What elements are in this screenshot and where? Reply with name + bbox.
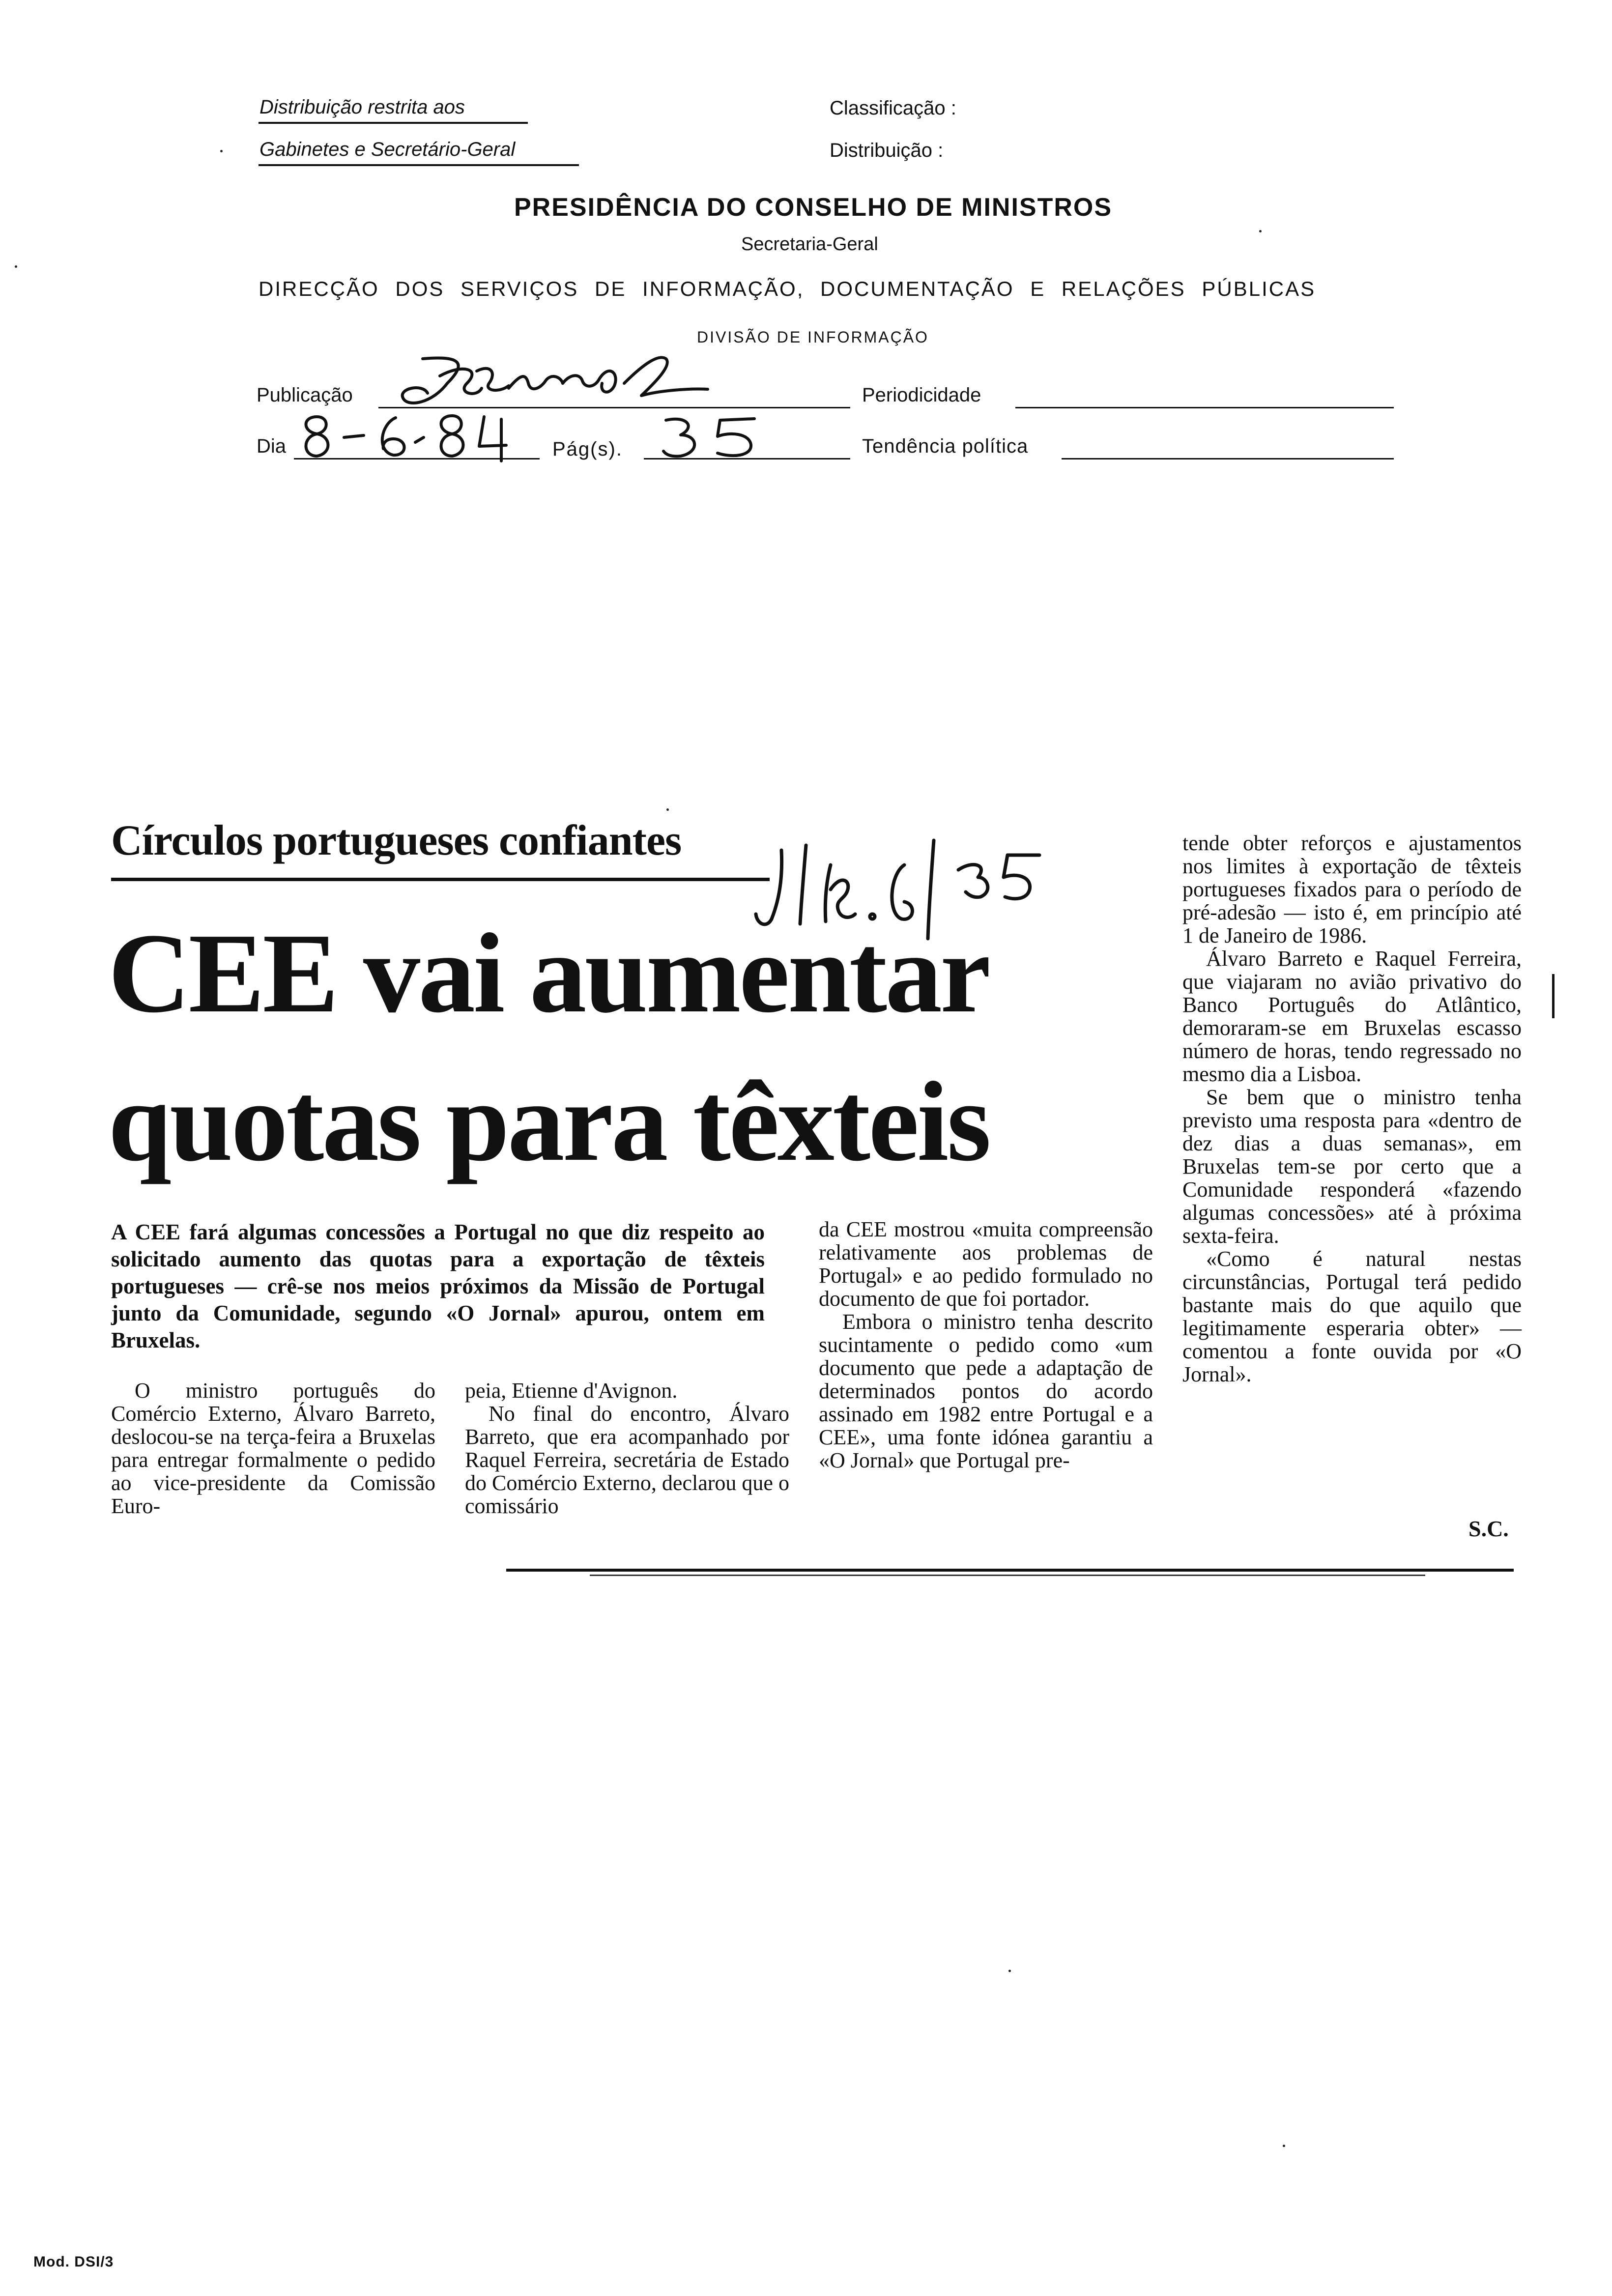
article-column-1: [111, 1379, 435, 1518]
column-2-paragraph-1: peia, Etienne d'Avignon.: [465, 1378, 678, 1403]
scan-speck: [666, 808, 669, 811]
pags-handwriting: [659, 413, 767, 462]
tendencia-line: [1062, 458, 1394, 459]
article-lead: A CEE fará algumas concessões a Portugal no que diz respeito ao solicitado aumento das quotas para a exportação de têxteis portugueses — crê-se nos meios próximos da Missão de Portugal junto da Comunidade, segundo «O Jornal» apurou, ontem em Bruxelas.: [111, 1220, 765, 1352]
distribuicao-label: Distribuição :: [830, 140, 944, 161]
column-4-paragraph-1: tende obter reforços e ajustamentos nos limites à exportação de têxteis portugueses fixados para o período de pré-adesão — isto é, em princípio até 1 de Janeiro de 1986.: [1182, 831, 1522, 947]
pags-label: Pág(s).: [552, 438, 623, 460]
article-column-2: [465, 1379, 789, 1518]
form-model-code: Mod. DSI/3: [33, 2254, 114, 2270]
distribution-underline-1: [259, 122, 528, 124]
tendencia-label: Tendência política: [862, 435, 1029, 457]
institution-title: PRESIDÊNCIA DO CONSELHO DE MINISTROS: [514, 193, 1113, 222]
division: DIVISÃO DE INFORMAÇÃO: [697, 328, 929, 346]
column-4-paragraph-4: «Como é natural nestas circunstâncias, Portugal terá pedido bastante mais do que aquilo que legitimamente esperaria obter» — comentou a fonte ouvida por «O Jornal».: [1182, 1247, 1522, 1386]
dia-handwriting: [295, 407, 550, 466]
dia-label: Dia: [257, 435, 287, 457]
article-bottom-rule-shadow: [590, 1575, 1425, 1576]
article-signature: S.C.: [1468, 1516, 1509, 1541]
publicacao-label: Publicação: [257, 384, 353, 406]
secretariat: Secretaria-Geral: [741, 234, 878, 255]
column-4-paragraph-2: Álvaro Barreto e Raquel Ferreira, que viajaram no avião privativo do Banco Português do Atlântico, demoraram-se em Bruxelas escasso número de horas, tendo regressado no mesmo dia a Lisboa.: [1182, 947, 1522, 1086]
article-bottom-rule: [506, 1569, 1514, 1572]
article-kicker: Círculos portugueses confiantes: [111, 817, 682, 864]
directorate: DIRECÇÃO DOS SERVIÇOS DE INFORMAÇÃO, DOCUMENTAÇÃO E RELAÇÕES PÚBLICAS: [259, 277, 1316, 300]
headline-line-1: CEE vai aumentar: [108, 910, 989, 1036]
headline-line-2: quotas para têxteis: [108, 1059, 989, 1185]
periodicidade-line: [1015, 407, 1394, 408]
column-4-paragraph-3: Se bem que o ministro tenha previsto uma resposta para «dentro de dez dias a duas semanas», em Bruxelas tem-se por certo que a Comunidade responderá «fazendo algumas concessões» até à próxima sexta-feira.: [1182, 1085, 1522, 1248]
distribution-underline-2: [259, 164, 579, 166]
distribution-line-2: Gabinetes e Secretário-Geral: [259, 139, 516, 160]
article-column-4: [1182, 832, 1522, 1386]
column-1-paragraph: O ministro português do Comércio Externo, Álvaro Barreto, deslocou-se na terça-feira a Bruxelas para entregar formalmente o pedido ao vice-presidente da Comissão Euro-: [111, 1378, 435, 1518]
scan-margin-mark: [1552, 974, 1554, 1018]
scan-speck: [1008, 1970, 1011, 1972]
article-column-3: [819, 1218, 1153, 1472]
classificacao-label: Classificação :: [830, 97, 956, 119]
scan-speck: [220, 150, 223, 152]
column-3-paragraph-2: Embora o ministro tenha descrito sucintamente o pedido como «um documento que pede a adaptação de determinados pontos do acordo assinado em 1982 entre Portugal e a CEE», uma fonte idónea garantiu a «O Jornal» que Portugal pre-: [819, 1310, 1153, 1472]
kicker-rule: [111, 878, 770, 881]
column-3-paragraph-1: da CEE mostrou «muita compreensão relativamente aos problemas de Portugal» e ao pedido formulado no documento de que foi portador.: [819, 1217, 1153, 1311]
column-2-paragraph-2: No final do encontro, Álvaro Barreto, que era acompanhado por Raquel Ferreira, secretária de Estado do Comércio Externo, declarou que o comissário: [465, 1402, 789, 1518]
periodicidade-label: Periodicidade: [862, 384, 981, 406]
scan-speck: [15, 265, 17, 268]
scan-speck: [1259, 230, 1262, 232]
scan-speck: [1283, 2145, 1285, 2147]
distribution-line-1: Distribuição restrita aos: [259, 96, 465, 118]
